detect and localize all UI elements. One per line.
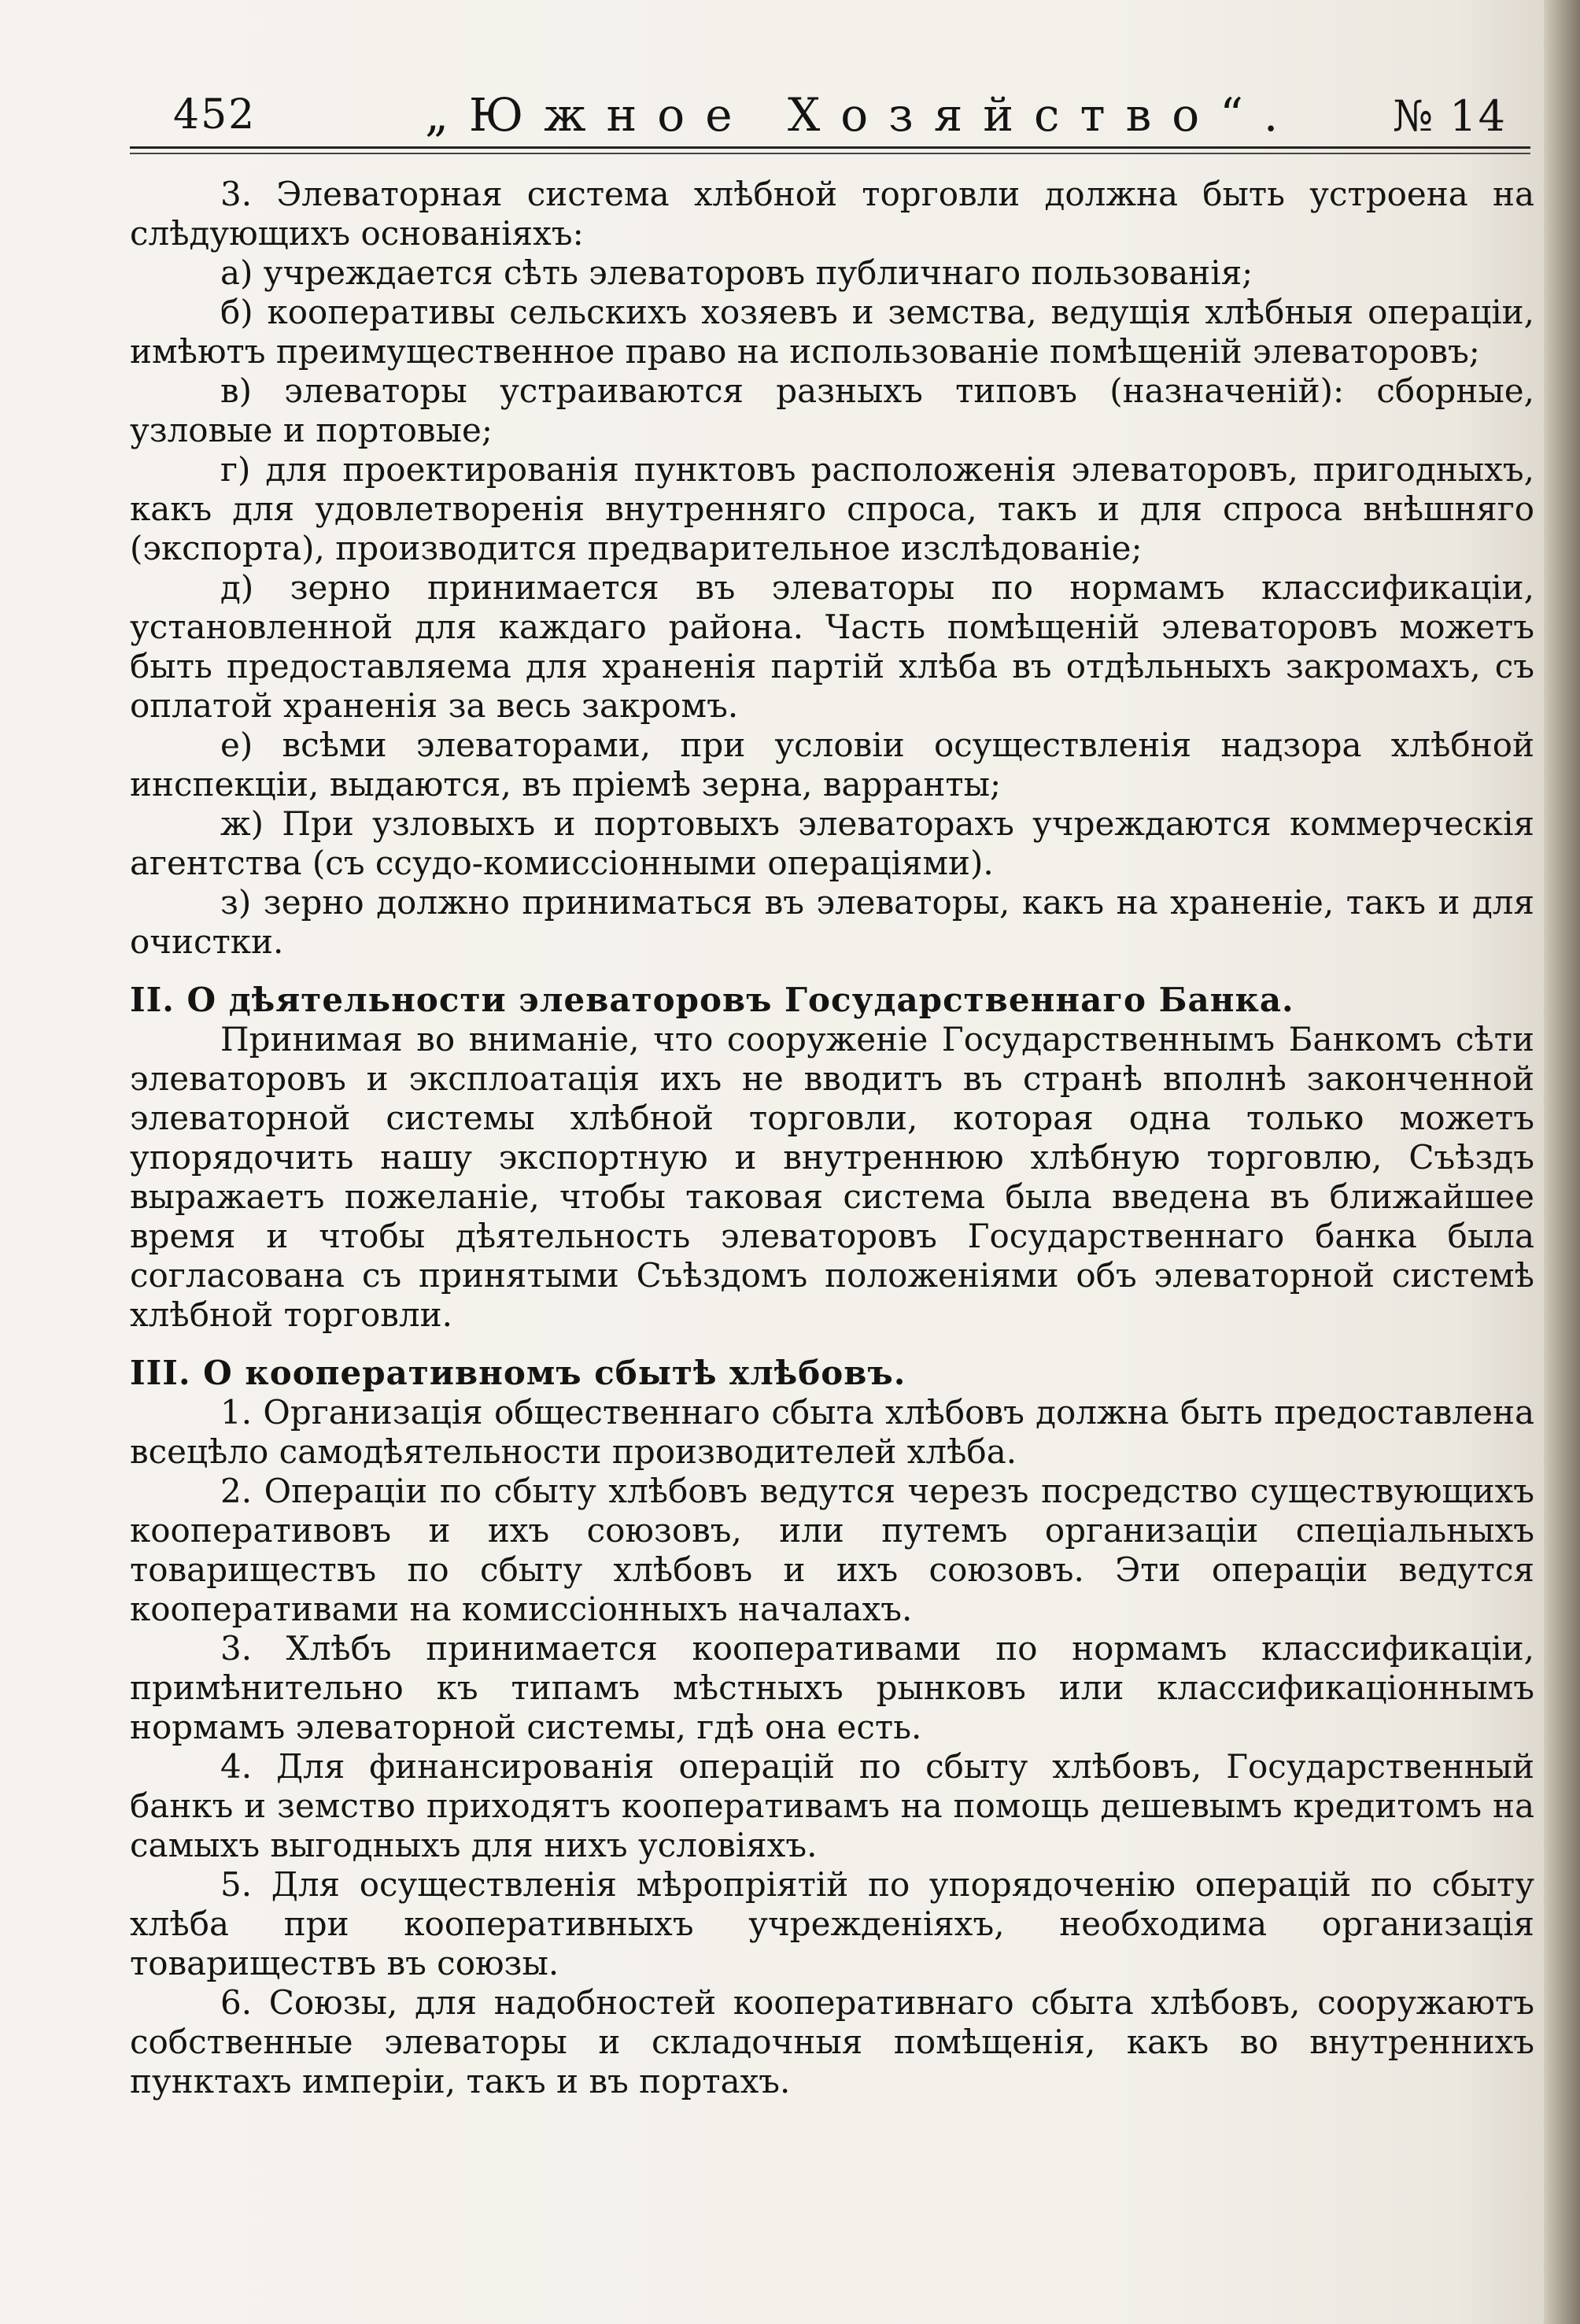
section-heading: II. О дѣятельности элеваторовъ Государственнаго Банка.: [130, 981, 1294, 1019]
spacer: [130, 1335, 1534, 1354]
list-item: 2. Операціи по сбыту хлѣбовъ ведутся черезъ посредство существующихъ кооперативовъ и ихъ союзовъ, или путемъ организаціи спеціальныхъ товариществъ по сбыту хлѣбовъ и ихъ союзовъ. Эти операціи ведутся кооперативами на комиссіонныхъ началахъ.: [130, 1472, 1534, 1628]
list-item: 5. Для осуществленія мѣропріятій по упорядоченію операцій по сбыту хлѣба при кооперативныхъ учрежденіяхъ, необходима организація товариществъ въ союзы.: [130, 1865, 1534, 1982]
list-item: 3. Хлѣбъ принимается кооперативами по нормамъ классификаціи, примѣнительно къ типамъ мѣстныхъ рынковъ или классификаціоннымъ нормамъ элеваторной системы, гдѣ она есть.: [130, 1629, 1534, 1746]
list-item: 4. Для финансированія операцій по сбыту хлѣбовъ, Государственный банкъ и земство приходятъ кооперативамъ на помощь дешевымъ кредитомъ на самыхъ выгодныхъ для нихъ условіяхъ.: [130, 1747, 1534, 1864]
book-gutter: [1544, 0, 1580, 2324]
list-item: д) зерно принимается въ элеваторы по нормамъ классификаціи, установленной для каждаго района. Часть помѣщеній элеваторовъ можетъ быть предоставляема для храненія партій хлѣба въ отдѣльныхъ закромахъ, съ оплатой храненія за весь закромъ.: [130, 568, 1534, 725]
issue-number: № 14: [1393, 91, 1507, 141]
list-item: г) для проектированія пунктовъ расположенія элеваторовъ, пригодныхъ, какъ для удовлетворенія внутренняго спроса, такъ и для спроса внѣшняго (экспорта), производится предварительное изслѣдованіе;: [130, 450, 1534, 567]
page-header: [126, 85, 1534, 148]
paragraph: Принимая во вниманіе, что сооруженіе Государственнымъ Банкомъ сѣти элеваторовъ и эксплоатація ихъ не вводитъ въ странѣ вполнѣ законченной элеваторной системы хлѣбной торговли, которая одна только можетъ упорядочить нашу экспортную и внутреннюю хлѣбную торговлю, Съѣздъ выражаетъ пожеланіе, чтобы таковая система была введена въ ближайшее время и чтобы дѣятельность элеваторовъ Государственнаго банка была согласована съ принятыми Съѣздомъ положеніями объ элеваторной системѣ хлѣбной торговли.: [130, 1020, 1534, 1334]
list-item: а) учреждается сѣть элеваторовъ публичнаго пользованія;: [220, 253, 1253, 292]
list-item: 1. Организація общественнаго сбыта хлѣбовъ должна быть предоставлена всецѣло самодѣятельности производителей хлѣба.: [130, 1393, 1534, 1471]
list-item: ж) При узловыхъ и портовыхъ элеваторахъ учреждаются коммерческія агентства (съ ссудо-комиссіонными операціями).: [130, 804, 1534, 882]
list-item: з) зерно должно приниматься въ элеваторы, какъ на храненіе, такъ и для очистки.: [130, 883, 1534, 961]
header-rule-secondary: [130, 153, 1530, 154]
article-body: [130, 175, 1534, 2101]
section-heading: III. О кооперативномъ сбытѣ хлѣбовъ.: [130, 1354, 906, 1392]
list-item: е) всѣми элеваторами, при условіи осуществленія надзора хлѣбной инспекціи, выдаются, въ пріемѣ зерна, варранты;: [130, 726, 1534, 804]
paragraph: 3. Элеваторная система хлѣбной торговли должна быть устроена на слѣдующихъ основаніяхъ:: [130, 175, 1534, 253]
journal-title: „Южное Хозяйство“.: [425, 88, 1299, 142]
list-item: в) элеваторы устраиваются разныхъ типовъ (назначеній): сборные, узловые и портовые;: [130, 371, 1534, 449]
list-item: б) кооперативы сельскихъ хозяевъ и земства, ведущія хлѣбныя операціи, имѣютъ преимущественное право на использованіе помѣщеній элеваторовъ;: [130, 293, 1534, 371]
header-rule: [130, 146, 1530, 149]
spacer: [130, 962, 1534, 981]
page-number: 452: [173, 91, 257, 139]
list-item: 6. Союзы, для надобностей кооперативнаго сбыта хлѣбовъ, сооружаютъ собственные элеваторы и складочныя помѣщенія, какъ во внутреннихъ пунктахъ имперіи, такъ и въ портахъ.: [130, 1983, 1534, 2100]
